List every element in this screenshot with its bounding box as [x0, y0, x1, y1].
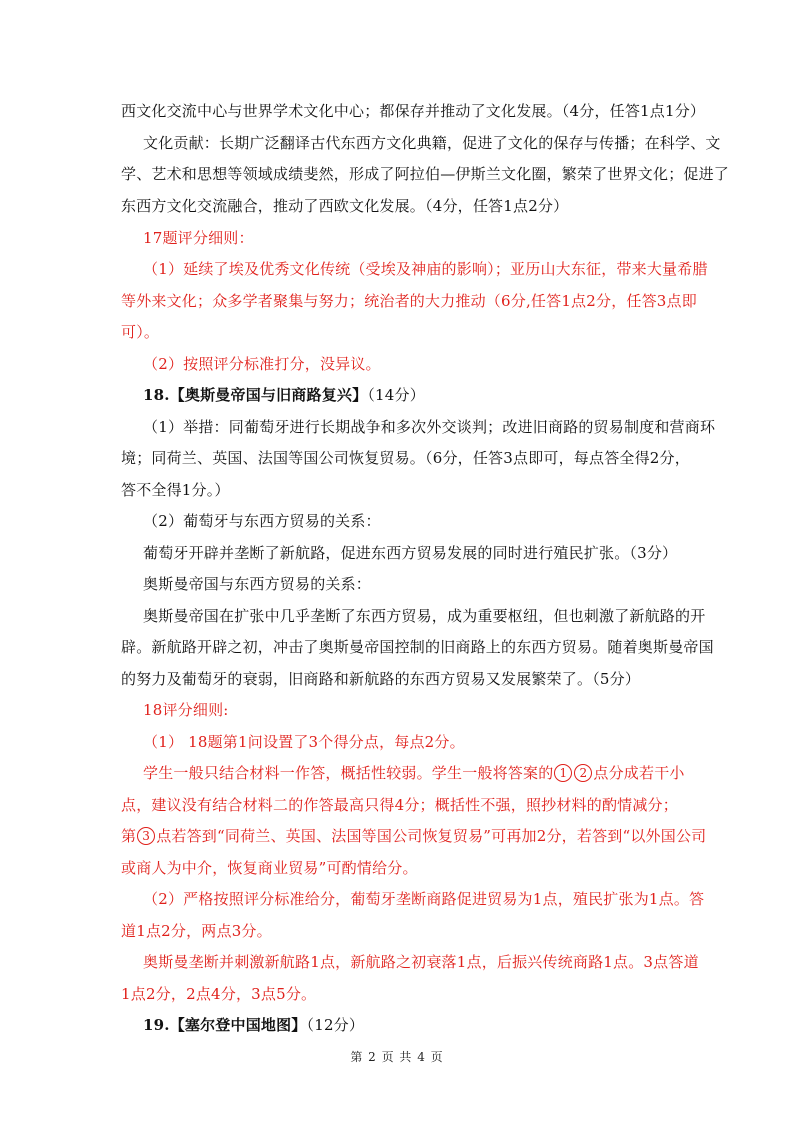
text-line: 学、艺术和思想等领域成绩斐然，形成了阿拉伯—伊斯兰文化圈，繁荣了世界文化；促进了 — [121, 165, 730, 183]
text-line: 奥斯曼垄断并刺激新航路1点，新航路之初衰落1点，后振兴传统商路1点。3点答道 — [143, 953, 699, 971]
question-score: （14分） — [367, 386, 425, 404]
text-line: 点，建议没有结合材料二的作答最高只得4分；概括性不强，照抄材料的酌情减分； — [121, 796, 678, 814]
text-segment: 点分成若干小 — [593, 764, 685, 782]
text-line: 等外来文化；众多学者聚集与努力；统治者的大力推动（6分,任答1点2分，任答3点即 — [121, 292, 697, 310]
text-line: 道1点2分，两点3分。 — [121, 922, 272, 940]
question-score: （12分） — [306, 1016, 365, 1034]
text-line: （1）延续了埃及优秀文化传统（受埃及神庙的影响）；亚历山大东征，带来大量希腊 — [143, 260, 708, 278]
question-heading — [143, 1015, 364, 1035]
text-line: 境；同荷兰、英国、法国等国公司恢复贸易。（6分，任答3点即可，每点答全得2分， — [121, 449, 690, 467]
text-segment: 第 — [121, 827, 137, 845]
text-line: 1点2分，2点4分，3点5分。 — [121, 985, 317, 1003]
text-line — [121, 826, 706, 846]
text-line: 奥斯曼帝国与东西方贸易的关系： — [143, 575, 372, 593]
text-segment: 点若答到“同荷兰、英国、法国等国公司恢复贸易”可再加2分，若答到“以外国公司 — [156, 827, 707, 845]
text-line: 答不全得1分。） — [121, 481, 230, 499]
text-line: 西文化交流中心与世界学术文化中心；都保存并推动了文化发展。（4分，任答1点1分） — [121, 102, 706, 120]
text-line: （2）按照评分标准打分，没异议。 — [143, 355, 381, 373]
text-line: （1） 18题第1问设置了3个得分点，每点2分。 — [143, 733, 465, 751]
question-title: 18.【奥斯曼帝国与旧商路复兴】 — [143, 386, 368, 404]
text-line: 的努力及葡萄牙的衰弱，旧商路和新航路的东西方贸易又发展繁荣了。（5分） — [121, 670, 641, 688]
text-line: 东西方文化交流融合，推动了西欧文化发展。（4分，任答1点2分） — [121, 197, 569, 215]
section-heading: 18评分细则: — [143, 701, 229, 719]
text-line: 可）。 — [121, 323, 160, 341]
page-footer: 第 2 页 共 4 页 — [350, 1050, 444, 1064]
text-line — [143, 763, 685, 783]
circled-number-2: 2 — [574, 764, 592, 782]
section-heading: 17题评分细则： — [143, 229, 254, 247]
text-line: （1）举措：同葡萄牙进行长期战争和多次外交谈判；改进旧商路的贸易制度和营商环 — [143, 418, 716, 436]
text-line: 辟。新航路开辟之初，冲击了奥斯曼帝国控制的旧商路上的东西方贸易。随着奥斯曼帝国 — [121, 638, 714, 656]
text-segment: 学生一般只结合材料一作答，概括性较弱。学生一般将答案的 — [143, 764, 554, 782]
circled-number-1: 1 — [554, 764, 572, 782]
question-title: 19.【塞尔登中国地图】 — [143, 1016, 307, 1034]
text-line: 文化贡献：长期广泛翻译古代东西方文化典籍，促进了文化的保存与传播；在科学、文 — [143, 134, 721, 152]
question-heading — [143, 385, 425, 405]
text-line: 葡萄牙开辟并垄断了新航路，促进东西方贸易发展的同时进行殖民扩张。（3分） — [143, 544, 678, 562]
circled-number-3: 3 — [137, 827, 155, 845]
text-line: 奥斯曼帝国在扩张中几乎垄断了东西方贸易，成为重要枢纽，但也刺激了新航路的开 — [143, 607, 706, 625]
text-line: （2）严格按照评分标准给分，葡萄牙垄断商路促进贸易为1点，殖民扩张为1点。答 — [143, 890, 705, 908]
text-line: （2）葡萄牙与东西方贸易的关系： — [143, 512, 381, 530]
text-line: 或商人为中介，恢复商业贸易”可酌情给分。 — [121, 859, 418, 877]
